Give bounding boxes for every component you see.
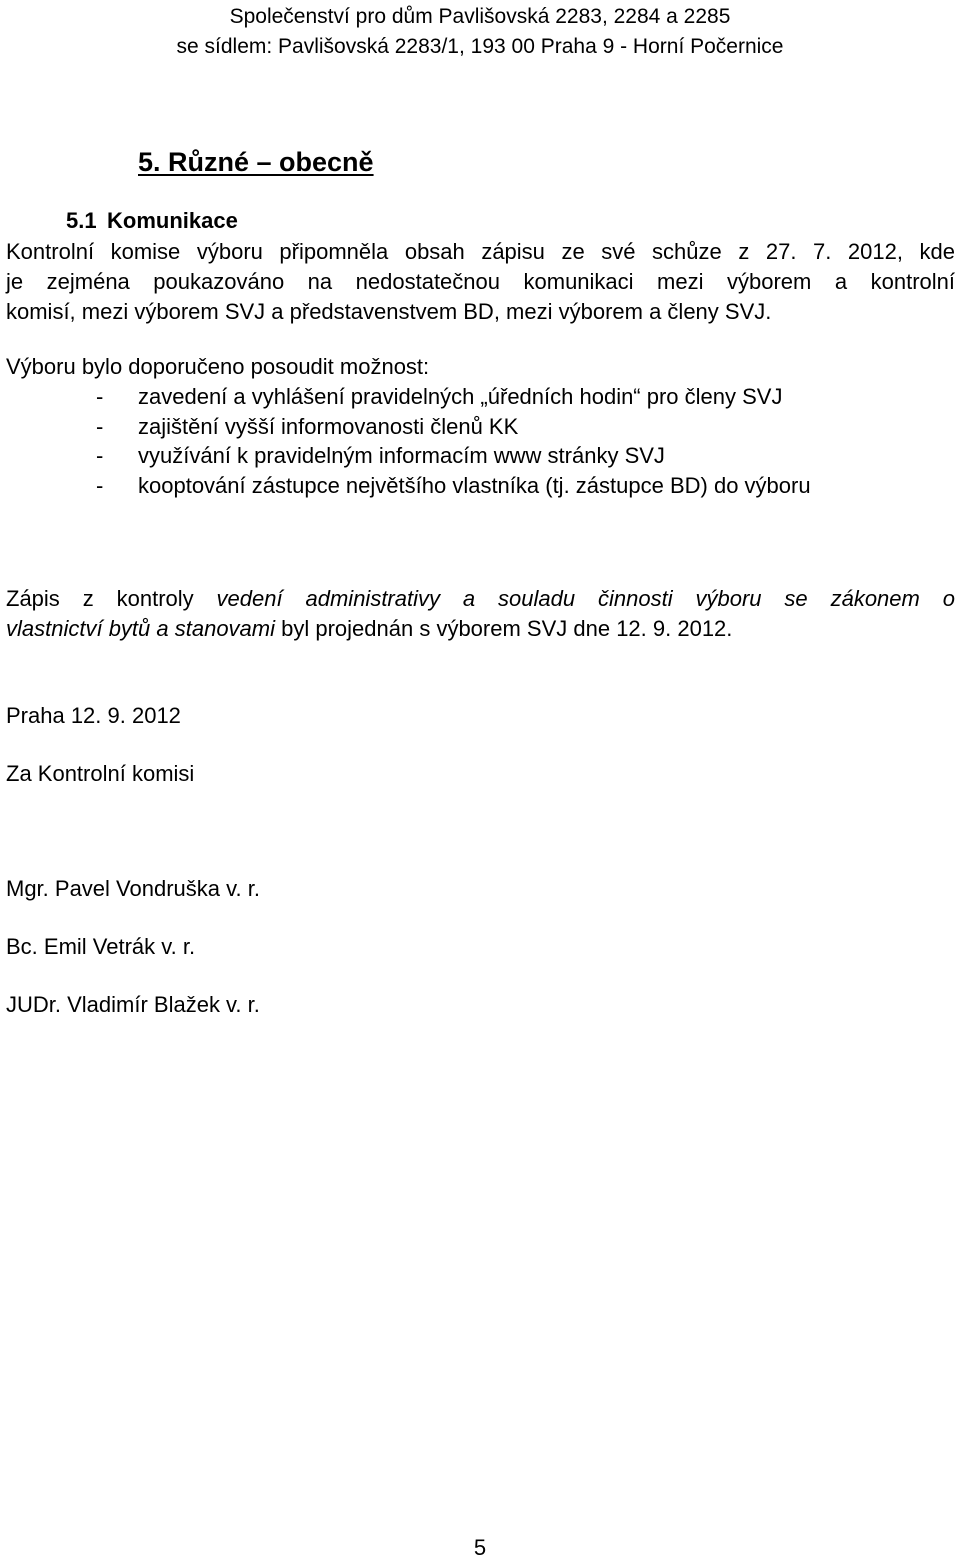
- list-dash: -: [96, 413, 104, 439]
- signature-line: JUDr. Vladimír Blažek v. r.: [6, 992, 260, 1017]
- text-run: Zápis z kontroly: [6, 586, 217, 611]
- paragraph-line: je zejména poukazováno na nedostatečnou komunikaci mezi výborem a kontrolní: [6, 269, 955, 294]
- paragraph-communication: [6, 237, 955, 327]
- signature-line: Mgr. Pavel Vondruška v. r.: [6, 876, 260, 901]
- paragraph-line: [6, 614, 955, 644]
- signature-line: Bc. Emil Vetrák v. r.: [6, 934, 196, 959]
- document-header: [0, 2, 960, 62]
- list-item-text: zavedení a vyhlášení pravidelných „úředních hodin“ pro členy SVJ: [138, 384, 783, 409]
- paragraph-line: komisí, mezi výborem SVJ a představenstvem BD, mezi výborem a členy SVJ.: [6, 299, 772, 324]
- paragraph-line: Kontrolní komise výboru připomněla obsah zápisu ze své schůze z 27. 7. 2012, kde: [6, 239, 955, 264]
- list-item-text: kooptování zástupce největšího vlastníka (tj. zástupce BD) do výboru: [138, 472, 811, 498]
- subsection-number: 5.1: [66, 208, 97, 233]
- page-number: 5: [473, 1535, 487, 1560]
- list-dash: -: [96, 443, 104, 468]
- list-item-text: zajištění vyšší informovanosti členů KK: [138, 413, 519, 439]
- italic-text-run: vedení administrativy a souladu činnosti výboru se zákonem o: [216, 586, 955, 611]
- text-run: byl projednán s výborem SVJ dne 12. 9. 2012.: [275, 616, 733, 641]
- place-and-date: Praha 12. 9. 2012: [6, 703, 181, 728]
- subsection-title: Komunikace: [107, 208, 238, 233]
- header-line-1: Společenství pro dům Pavlišovská 2283, 2284 a 2285: [229, 5, 731, 28]
- paragraph-inspection-record: [6, 584, 955, 644]
- list-dash: -: [96, 472, 104, 498]
- on-behalf-of: Za Kontrolní komisi: [6, 761, 195, 786]
- italic-text-run: vlastnictví bytů a stanovami: [6, 616, 276, 641]
- header-line-2: se sídlem: Pavlišovská 2283/1, 193 00 Praha 9 - Horní Počernice: [176, 35, 784, 58]
- recommendation-intro: Výboru bylo doporučeno posoudit možnost:: [6, 354, 430, 379]
- paragraph-line: [6, 584, 955, 614]
- list-item-text: využívání k pravidelným informacím www stránky SVJ: [138, 443, 665, 468]
- list-dash: -: [96, 384, 104, 409]
- subsection-heading: [66, 206, 238, 236]
- section-title: 5. Různé – obecně: [138, 147, 374, 177]
